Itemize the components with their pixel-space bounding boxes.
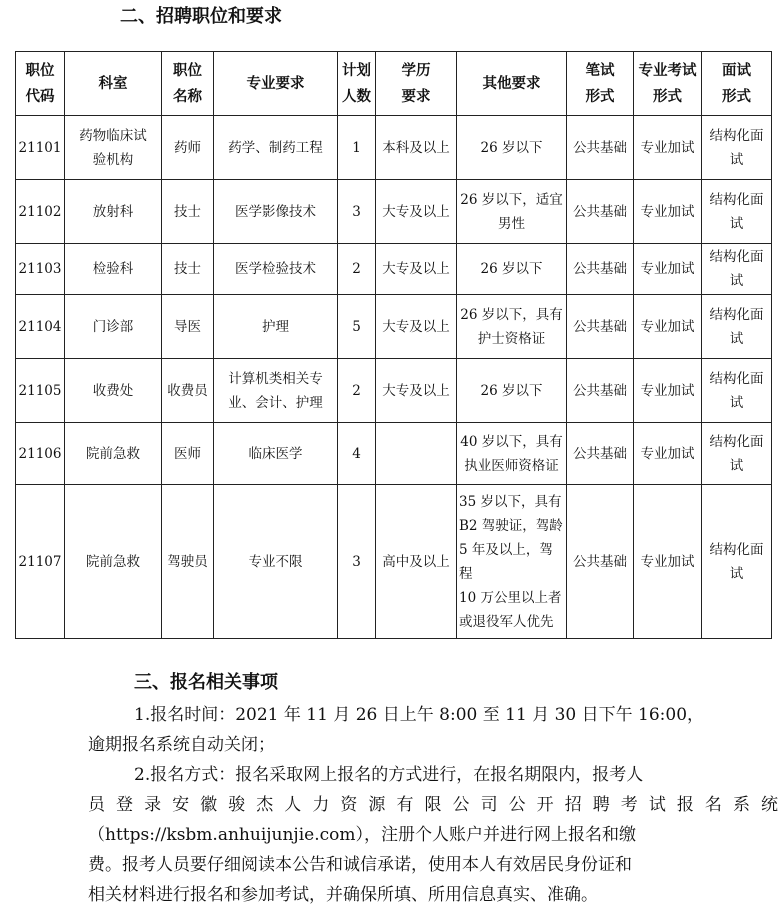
cell-interview: 结构化面试 — [702, 423, 772, 485]
header-code: 职位 代码 — [16, 52, 65, 116]
cell-major: 医学检验技术 — [214, 244, 338, 295]
cell-professional: 专业加试 — [634, 359, 702, 423]
cell-major: 专业不限 — [214, 485, 338, 639]
section-3-title: 三、报名相关事项 — [134, 672, 278, 693]
header-interview: 面试 形式 — [702, 52, 772, 116]
table-row — [16, 295, 772, 359]
cell-other: 26 岁以下 — [457, 116, 567, 180]
cell-other: 26 岁以下 — [457, 244, 567, 295]
item1-line1: 1.报名时间：2021 年 11 月 26 日上午 8:00 至 11 月 30 日下午 16:00， — [134, 705, 705, 725]
cell-major: 护理 — [214, 295, 338, 359]
cell-interview: 结构化面试 — [702, 359, 772, 423]
cell-dept: 放射科 — [65, 180, 162, 244]
table-header-row — [16, 52, 772, 116]
cell-interview: 结构化面试 — [702, 485, 772, 639]
cell-other: 40 岁以下，具有 执业医师资格证 — [457, 423, 567, 485]
cell-written: 公共基础 — [567, 244, 634, 295]
table-row — [16, 244, 772, 295]
cell-position: 医师 — [162, 423, 214, 485]
cell-education: 大专及以上 — [376, 244, 457, 295]
cell-code: 21104 — [16, 295, 65, 359]
cell-count: 3 — [338, 485, 376, 639]
cell-professional: 专业加试 — [634, 180, 702, 244]
cell-dept: 院前急救 — [65, 485, 162, 639]
cell-written: 公共基础 — [567, 180, 634, 244]
cell-code: 21102 — [16, 180, 65, 244]
cell-professional: 专业加试 — [634, 423, 702, 485]
cell-count: 2 — [338, 359, 376, 423]
header-education: 学历 要求 — [376, 52, 457, 116]
cell-professional: 专业加试 — [634, 485, 702, 639]
cell-count: 4 — [338, 423, 376, 485]
cell-interview: 结构化面试 — [702, 295, 772, 359]
cell-written: 公共基础 — [567, 359, 634, 423]
table-row — [16, 116, 772, 180]
cell-code: 21107 — [16, 485, 65, 639]
cell-education — [376, 423, 457, 485]
job-table — [15, 51, 772, 639]
header-dept: 科室 — [65, 52, 162, 116]
cell-major: 药学、制药工程 — [214, 116, 338, 180]
cell-count: 2 — [338, 244, 376, 295]
header-major: 专业要求 — [214, 52, 338, 116]
cell-major: 医学影像技术 — [214, 180, 338, 244]
cell-written: 公共基础 — [567, 423, 634, 485]
cell-code: 21106 — [16, 423, 65, 485]
cell-interview: 结构化面试 — [702, 116, 772, 180]
cell-dept: 院前急救 — [65, 423, 162, 485]
cell-interview: 结构化面试 — [702, 244, 772, 295]
item2-line2: 员登录安徽骏杰人力资源有限公司公开招聘考试报名系统 — [88, 795, 778, 815]
cell-major: 计算机类相关专 业、会计、护理 — [214, 359, 338, 423]
item2-line4: 费。报考人员要仔细阅读本公告和诚信承诺，使用本人有效居民身份证和 — [88, 855, 632, 875]
table-row — [16, 180, 772, 244]
cell-position: 技士 — [162, 180, 214, 244]
cell-position: 收费员 — [162, 359, 214, 423]
cell-education: 大专及以上 — [376, 180, 457, 244]
cell-dept: 门诊部 — [65, 295, 162, 359]
cell-professional: 专业加试 — [634, 116, 702, 180]
cell-position: 驾驶员 — [162, 485, 214, 639]
header-written: 笔试 形式 — [567, 52, 634, 116]
cell-professional: 专业加试 — [634, 244, 702, 295]
cell-written: 公共基础 — [567, 485, 634, 639]
cell-written: 公共基础 — [567, 295, 634, 359]
cell-code: 21105 — [16, 359, 65, 423]
cell-other: 35 岁以下，具有 B2 驾驶证，驾龄 5 年及以上，驾程 10 万公里以上者 或退役军人优先 — [457, 485, 567, 639]
table-row — [16, 485, 772, 639]
cell-code: 21103 — [16, 244, 65, 295]
cell-code: 21101 — [16, 116, 65, 180]
section-2-title: 二、招聘职位和要求 — [120, 6, 282, 27]
cell-dept: 收费处 — [65, 359, 162, 423]
cell-position: 导医 — [162, 295, 214, 359]
item2-line1: 2.报名方式：报名采取网上报名的方式进行，在报名期限内，报考人 — [134, 765, 644, 785]
header-professional: 专业考试 形式 — [634, 52, 702, 116]
cell-professional: 专业加试 — [634, 295, 702, 359]
item2-line3: （https://ksbm.anhuijunjie.com），注册个人账户并进行网上报名和缴 — [88, 825, 636, 845]
cell-other: 26 岁以下 — [457, 359, 567, 423]
cell-written: 公共基础 — [567, 116, 634, 180]
item2-line5: 相关材料进行报名和参加考试，并确保所填、所用信息真实、准确。 — [88, 885, 598, 905]
cell-count: 5 — [338, 295, 376, 359]
cell-count: 1 — [338, 116, 376, 180]
cell-education: 本科及以上 — [376, 116, 457, 180]
cell-dept: 药物临床试 验机构 — [65, 116, 162, 180]
cell-other: 26 岁以下，具有 护士资格证 — [457, 295, 567, 359]
cell-count: 3 — [338, 180, 376, 244]
item1-line2: 逾期报名系统自动关闭； — [88, 735, 275, 755]
cell-major: 临床医学 — [214, 423, 338, 485]
header-count: 计划 人数 — [338, 52, 376, 116]
cell-interview: 结构化面试 — [702, 180, 772, 244]
cell-position: 药师 — [162, 116, 214, 180]
header-other: 其他要求 — [457, 52, 567, 116]
cell-education: 大专及以上 — [376, 295, 457, 359]
cell-position: 技士 — [162, 244, 214, 295]
table-row — [16, 423, 772, 485]
cell-other: 26 岁以下，适宜 男性 — [457, 180, 567, 244]
cell-dept: 检验科 — [65, 244, 162, 295]
header-position: 职位 名称 — [162, 52, 214, 116]
cell-education: 大专及以上 — [376, 359, 457, 423]
cell-education: 高中及以上 — [376, 485, 457, 639]
table-row — [16, 359, 772, 423]
